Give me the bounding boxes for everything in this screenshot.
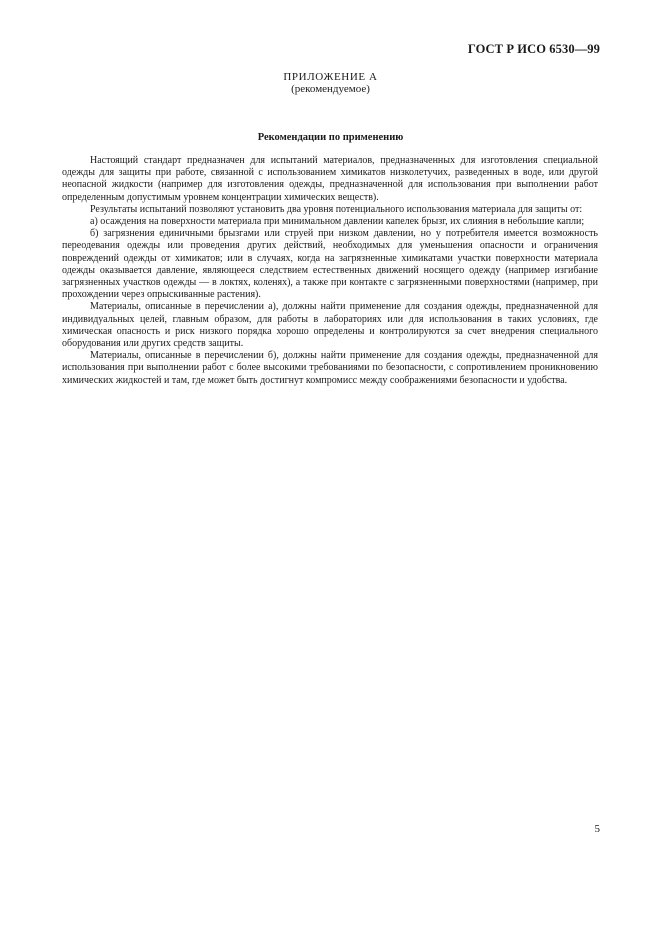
page-number: 5 [594,823,600,835]
appendix-subtitle: (рекомендуемое) [291,83,370,95]
appendix-title: ПРИЛОЖЕНИЕ А [283,71,378,83]
paragraph-purpose: Настоящий стандарт предназначен для испытаний материалов, предназначенных для изготовления специальной одежды для защиты при работе, связанной с использованием химикатов низколетучих, разведенных в воде, или другой неопасной жидкости (например для изготовления одежды, предназначенной для использования при выполнении работ определенным допустимым уровнем концентрации химических веществ). [62,155,598,203]
paragraph-materials-a: Материалы, описанные в перечислении а), должны найти применение для создания одежды, предназначенной для индивидуальных целей, главным образом, для работы в лабораториях или для использования в таких условиях, где химическая опасность и риск низкого порядка хорошо определены и контролируются за счет внедрения специального оборудования или других средств защиты. [62,301,598,350]
paragraph-item-b: б) загрязнения единичными брызгами или струей при низком давлении, но у потребителя имеется возможность переодевания одежды или проведения других действий, необходимых для уменьшения опасности и ограничения повреждений одежды от химикатов; или в случаях, когда на загрязненные химикатами участки поверхности материала одежды оказывается давление, являющееся следствием естественных движений носящего одежду (например изгибание загрязненных участков одежды — в локтях, коленях), а также при контакте с загрязненными поверхностями (например, при прохождении через опрыскиванные растения). [62,228,598,301]
paragraph-materials-b: Материалы, описанные в перечислении б), должны найти применение для создания одежды, предназначенной для использования при выполнении работ с более высокими требованиями по безопасности, с сопротивлением проникновению химических жидкостей и там, где может быть достигнут компромисс между соображениями безопасности и удобства. [62,350,598,386]
standard-header: ГОСТ Р ИСО 6530—99 [467,42,600,56]
paragraph-results: Результаты испытаний позволяют установить два уровня потенциального использования материала для защиты от: [90,203,583,215]
section-title: Рекомендации по применению [257,132,404,143]
paragraph-item-a: а) осаждения на поверхности материала при минимальном давлении капелек брызг, их слияния в небольшие капли; [90,216,585,228]
document-body [62,155,598,387]
appendix-heading [0,71,661,95]
